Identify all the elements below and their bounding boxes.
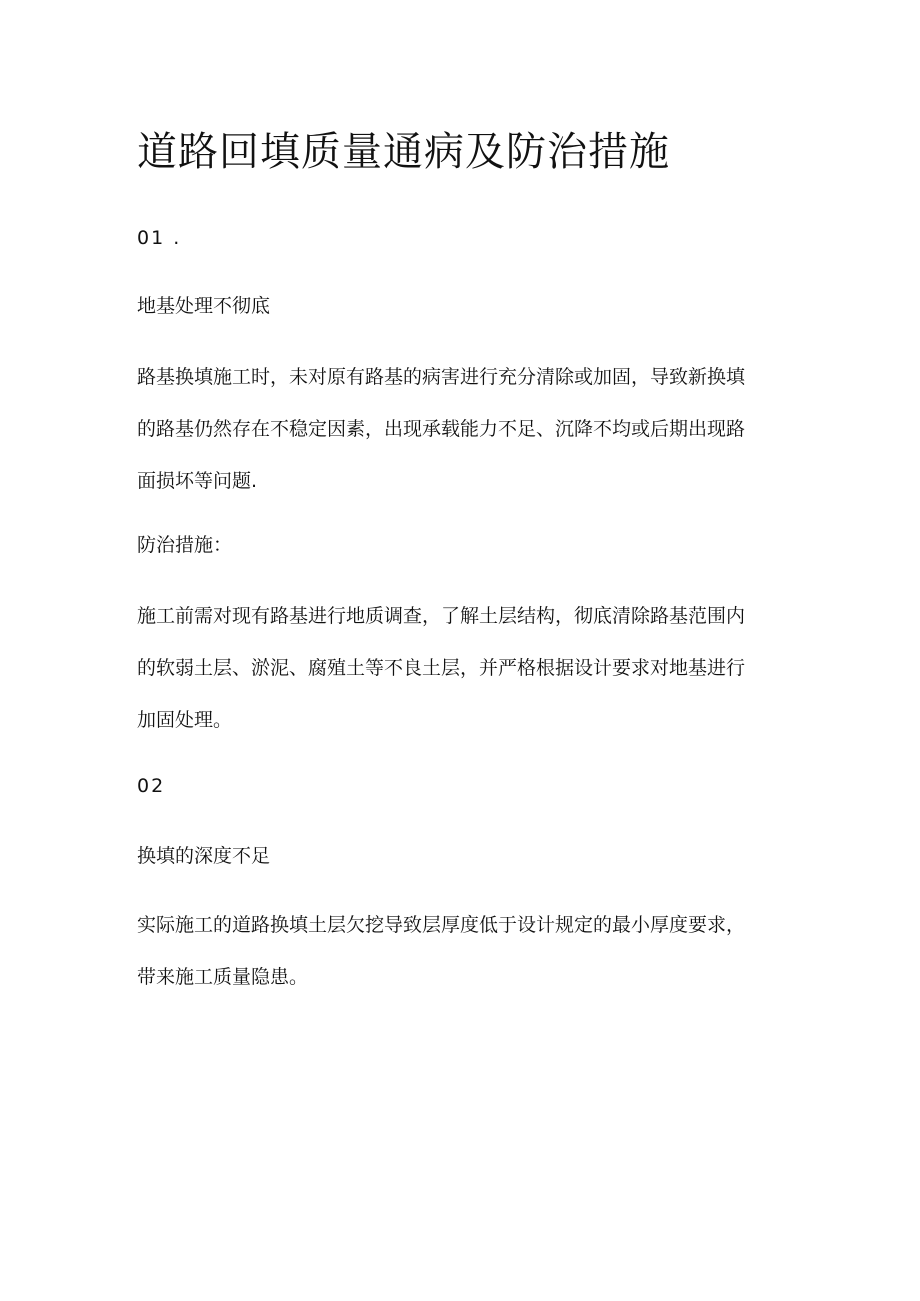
paragraph-line: 的路基仍然存在不稳定因素，出现承载能力不足、沉降不均或后期出现路 (137, 418, 746, 440)
paragraph-line: 施工前需对现有路基进行地质调查，了解土层结构，彻底清除路基范围内 (137, 605, 746, 627)
section-heading: 地基处理不彻底 (137, 295, 271, 317)
paragraph-line: 实际施工的道路换填土层欠挖导致层厚度低于设计规定的最小厚度要求， (137, 914, 746, 936)
paragraph-line: 的软弱土层、淤泥、腐殖土等不良土层，并严格根据设计要求对地基进行 (137, 657, 746, 679)
paragraph-line: 加固处理。 (137, 709, 233, 731)
section-number: 02 (137, 775, 166, 797)
paragraph-line: 路基换填施工时，未对原有路基的病害进行充分清除或加固，导致新换填 (137, 366, 746, 388)
paragraph-line: 带来施工质量隐患。 (137, 966, 309, 988)
section-description (137, 912, 745, 990)
section-number: 01 . (137, 227, 182, 249)
section-heading: 换填的深度不足 (137, 845, 271, 867)
measures-label: 防治措施： (137, 534, 233, 556)
measures-description (137, 603, 745, 733)
section-description (137, 364, 745, 494)
document-title: 道路回填质量通病及防治措施 (137, 129, 670, 175)
paragraph-line: 面损坏等问题. (137, 470, 258, 492)
